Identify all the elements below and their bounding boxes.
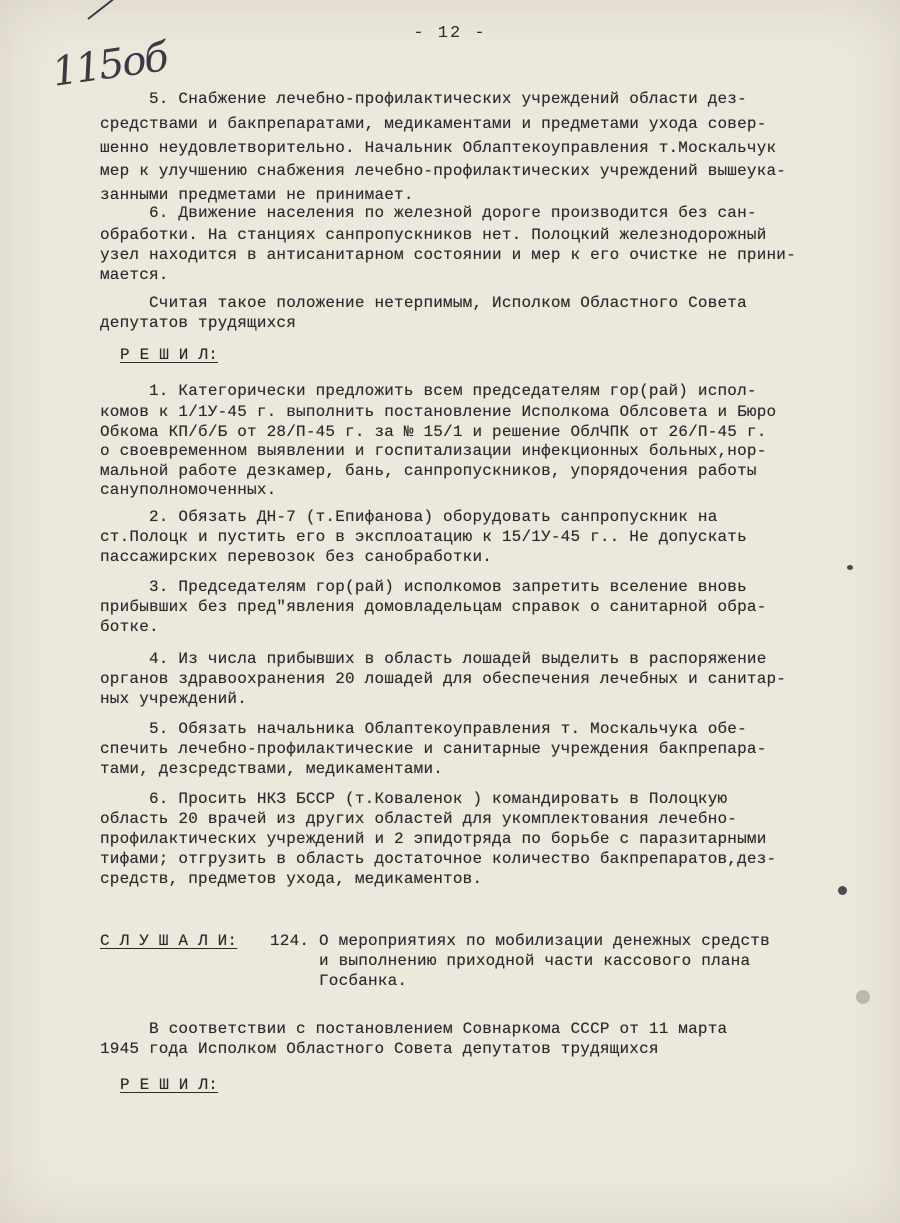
archive-folio-mark: 115об xyxy=(49,34,170,96)
resolved-heading: Р Е Ш И Л: xyxy=(120,346,219,364)
decision-line: тифами; отгрузить в область достаточное количество бакпрепаратов,дез- xyxy=(100,850,777,868)
paragraph-line: средствами и бакпрепаратами, медикаментами и предметами ухода совер- xyxy=(100,115,767,133)
decision-line: спечить лечебно-профилактические и санитарные учреждения бакпрепара- xyxy=(100,740,767,758)
paragraph-line: 1945 года Исполком Областного Совета депутатов трудящихся xyxy=(100,1040,659,1058)
decision-line: мальной работе дезкамер, бань, санпропускников, упорядочения работы xyxy=(100,462,757,480)
paper-stain xyxy=(856,990,870,1004)
decision-line: область 20 врачей из других областей для укомплектования лечебно- xyxy=(100,810,738,828)
resolved-heading: Р Е Ш И Л: xyxy=(120,1076,219,1094)
paragraph-line: обработки. На станциях санпропускников нет. Полоцкий железнодорожный xyxy=(100,226,767,244)
decision-line: тами, дезсредствами, медикаментами. xyxy=(100,760,444,778)
heard-label: С Л У Ш А Л И: xyxy=(100,932,238,950)
ink-blot xyxy=(847,565,853,570)
decision-line: сануполномоченных. xyxy=(100,481,277,499)
paragraph-line: узел находится в антисанитарном состоянии и мер к его очистке не прини- xyxy=(100,246,796,264)
pen-stroke xyxy=(87,0,143,20)
paragraph-line: занными предметами не принимает. xyxy=(100,186,414,204)
decision-line: 5. Обязать начальника Облаптекоуправления т. Москальчука обе- xyxy=(100,720,747,738)
decision-line: 4. Из числа прибывших в область лошадей выделить в распоряжение xyxy=(100,650,767,668)
decision-line: ных учреждений. xyxy=(100,690,248,708)
paragraph-line: мер к улучшению снабжения лечебно-профилактических учреждений вышеука- xyxy=(100,162,787,180)
decision-line: 6. Просить НКЗ БССР (т.Коваленок ) командировать в Полоцкую xyxy=(100,790,728,808)
paragraph-line: депутатов трудящихся xyxy=(100,314,297,332)
paragraph-line: Считая такое положение нетерпимым, Исполком Областного Совета xyxy=(100,294,747,312)
decision-line: 2. Обязать ДН-7 (т.Епифанова) оборудовать санпропускник на xyxy=(100,508,718,526)
paragraph-line: шенно неудовлетворительно. Начальник Облаптекоуправления т.Москальчук xyxy=(100,139,777,157)
decision-line: Обкома КП/б/Б от 28/П-45 г. за № 15/1 и решение ОблЧПК от 26/П-45 г. xyxy=(100,423,767,441)
paragraph-line: мается. xyxy=(100,266,169,284)
decision-line: средств, предметов ухода, медикаментов. xyxy=(100,870,483,888)
decision-line: органов здравоохранения 20 лошадей для обеспечения лечебных и санитар- xyxy=(100,670,787,688)
decision-line: о своевременном выявлении и госпитализации инфекционных больных,нор- xyxy=(100,442,767,460)
decision-line: прибывших без пред"явления домовладельцам справок о санитарной обра- xyxy=(100,598,767,616)
paragraph-line: 5. Снабжение лечебно-профилактических учреждений области дез- xyxy=(100,90,747,108)
heard-line: и выполнению приходной части кассового плана xyxy=(270,952,751,970)
decision-line: комов к 1/1У-45 г. выполнить постановление Исполкома Облсовета и Бюро xyxy=(100,403,777,421)
paragraph-line: В соответствии с постановлением Совнаркома СССР от 11 марта xyxy=(100,1020,728,1038)
decision-line: ст.Полоцк и пустить его в эксплоатацию к 15/1У-45 г.. Не допускать xyxy=(100,528,747,546)
heard-line: Госбанка. xyxy=(270,972,408,990)
heard-line: 124. О мероприятиях по мобилизации денежных средств xyxy=(270,932,770,950)
decision-line: ботке. xyxy=(100,618,159,636)
paragraph-line: 6. Движение населения по железной дороге производится без сан- xyxy=(100,204,757,222)
page-number: - 12 - xyxy=(413,24,487,43)
decision-line: пассажирских перевозок без санобработки. xyxy=(100,548,493,566)
decision-line: профилактических учреждений и 2 эпидотряда по борьбе с паразитарными xyxy=(100,830,767,848)
ink-blot xyxy=(838,886,847,895)
decision-line: 1. Категорически предложить всем председателям гор(рай) испол- xyxy=(100,382,757,400)
decision-line: 3. Председателям гор(рай) исполкомов запретить вселение вновь xyxy=(100,578,747,596)
